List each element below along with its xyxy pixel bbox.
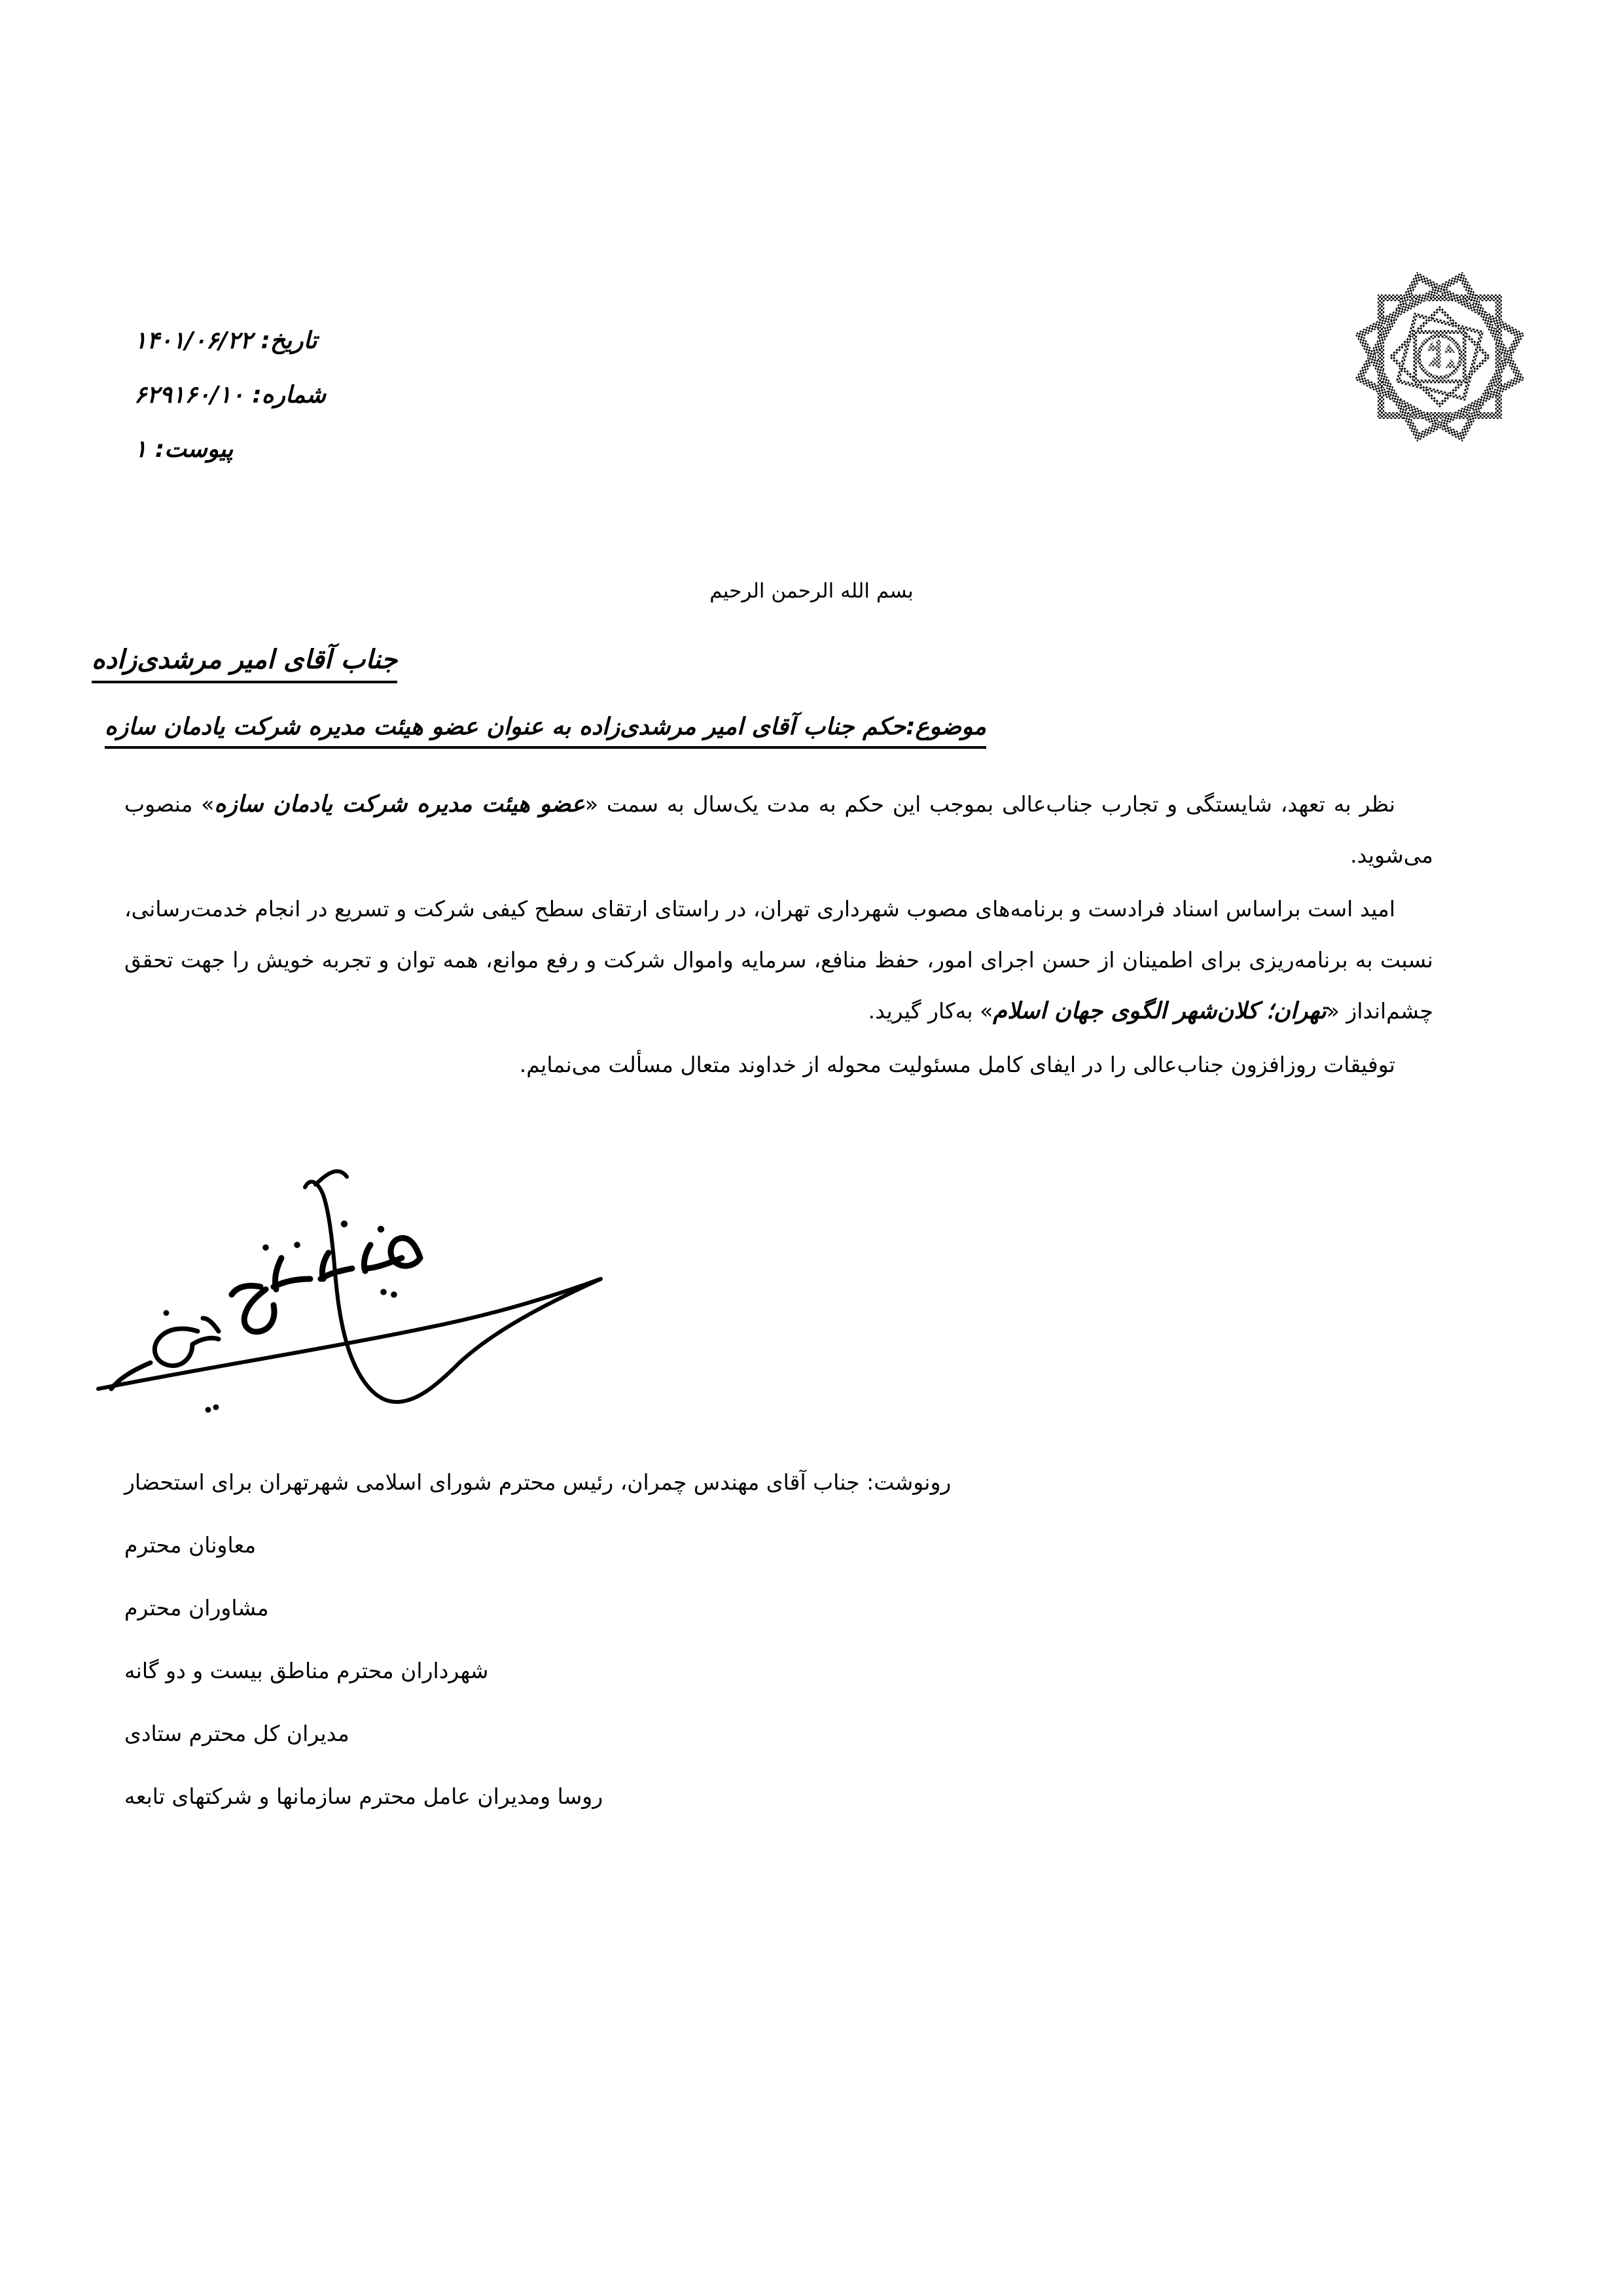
meta-row-number [134,382,409,408]
p1-before: نظر به تعهد، شایستگی و تجارب جناب‌عالی بموجب این حکم به مدت یک‌سال به سمت « [584,791,1396,817]
date-value: ۱۴۰۱/۰۶/۲۲ [134,327,253,354]
signature-mark [72,1132,635,1433]
subject-line [105,713,1623,749]
p2-before: امید است براساس اسناد فرادست و برنامه‌های مصوب شهرداری تهران، در راستای ارتقای سطح کیفی شرکت و تسریع در انجام خدمت‌رسانی، نسبت به برنامه‌ریزی برای اطمینان از حسن اجرای امور، حفظ منافع، سرمایه واموال شرکت و رفع موانع، همه توان و تجربه خویش را جهت تحقق چشم‌انداز « [124,896,1433,1024]
addressee-name: جناب آقای امیر مرشدی‌زاده [92,645,397,683]
p1-bold-position: عضو هیئت مدیره شرکت یادمان سازه [214,791,585,817]
number-value: ۶۲۹۱۶۰/۱۰ [134,382,244,408]
addressee-line [92,645,1623,687]
attachment-value: ۱ [134,436,147,463]
attachment-label: پیوست: [154,436,234,463]
number-label: شماره: [252,382,326,408]
p1-after: » منصوب می‌شوید. [124,791,1433,868]
cc-item-district-mayors: شهرداران محترم مناطق بیست و دو گانه [124,1658,489,1683]
cc-item-directors-general: مدیران کل محترم ستادی [124,1721,349,1746]
meta-row-date [134,327,409,354]
cc-item-chamran: رونوشت: جناب آقای مهندس چمران، رئیس محترم شورای اسلامی شهرتهران برای استحضار [124,1469,952,1495]
body-paragraph-2 [124,884,1433,1037]
subject-text: موضوع:حکم جناب آقای امیر مرشدی‌زاده به عنوان عضو هیئت مدیره شرکت یادمان سازه [105,713,986,749]
p2-after: » به‌کار گیرید. [868,998,993,1024]
basmala-text: بسم الله الرحمن الرحیم [709,579,914,603]
cc-item-deputies: معاونان محترم [124,1532,257,1558]
body-paragraph-1 [124,779,1433,881]
tehran-municipality-logo-icon [1345,259,1535,455]
p2-bold-vision: تهران؛ کلان‌شهر الگوی جهان اسلام [993,998,1327,1024]
letter-body [124,779,1433,1093]
body-paragraph-3: توفیقات روزافزون جناب‌عالی را در ایفای کامل مسئولیت محوله از خداوند متعال مسألت می‌نمایم. [519,1052,1395,1077]
cc-item-advisors: مشاوران محترم [124,1595,269,1621]
letter-meta-block [134,327,409,490]
cc-item-subsidiary-managers: روسا ومدیران عامل محترم سازمانها و شرکتهای تابعه [124,1784,603,1809]
cc-list [124,1469,1433,1846]
date-label: تاریخ: [260,327,317,354]
meta-row-attachment [134,436,409,463]
